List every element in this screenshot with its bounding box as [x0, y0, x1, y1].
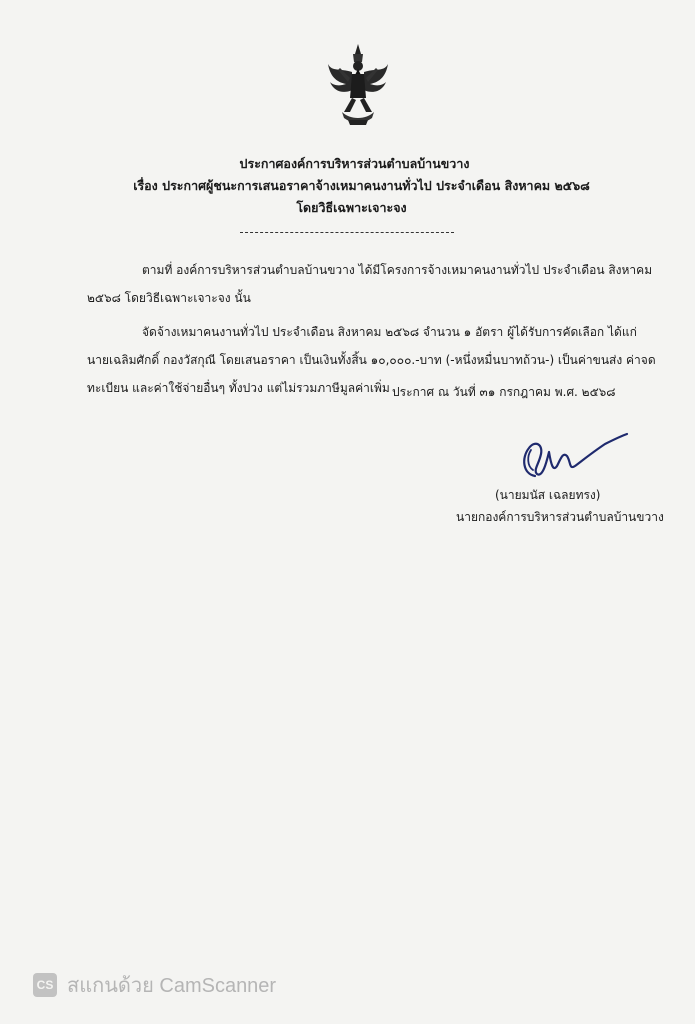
announcement-body	[87, 256, 656, 402]
handwritten-signature	[513, 430, 633, 482]
garuda-emblem-icon	[326, 42, 390, 126]
paragraph-1	[87, 256, 653, 312]
paragraph-1-line-1: ตามที่ องค์การบริหารส่วนตำบลบ้านขวาง ได้มีโครงการจ้างเหมาคนงานทั่วไป ประจำเดือน สิงหาคม	[142, 263, 653, 277]
signatory-position: นายกองค์การบริหารส่วนตำบลบ้านขวาง	[456, 510, 664, 524]
method-title: โดยวิธีเฉพาะเจาะจง	[296, 200, 407, 215]
announcement-header	[0, 153, 695, 219]
signatory-name: (นายมนัส เฉลยทรง)	[495, 488, 601, 502]
paragraph-1-line-2: ๒๕๖๘ โดยวิธีเฉพาะเจาะจง นั้น	[87, 291, 251, 305]
camscanner-label: สแกนด้วย CamScanner	[67, 975, 277, 997]
camscanner-watermark	[33, 970, 276, 1000]
header-divider	[240, 232, 454, 233]
paragraph-2-line-2: นายเฉลิมศักดิ์ กองวัสกุณี โดยเสนอราคา เป็นเงินทั้งสิ้น ๑๐,๐๐๐.-บาท (-หนึ่งหมื่นบาทถ้วน-) เป็นค่าขนส่ง ค่าจด	[87, 353, 656, 367]
paragraph-2-line-3: ทะเบียน และค่าใช้จ่ายอื่นๆ ทั้งปวง แต่ไม่รวมภาษีมูลค่าเพิ่ม	[87, 381, 390, 395]
announcement-date: ประกาศ ณ วันที่ ๓๑ กรกฎาคม พ.ศ. ๒๕๖๘	[392, 385, 616, 399]
paragraph-2-line-1: จัดจ้างเหมาคนงานทั่วไป ประจำเดือน สิงหาคม ๒๕๖๘ จำนวน ๑ อัตรา ผู้ได้รับการคัดเลือก ได้แก่	[142, 325, 637, 339]
subject-title: เรื่อง ประกาศผู้ชนะการเสนอราคาจ้างเหมาคนงานทั่วไป ประจำเดือน สิงหาคม ๒๕๖๘	[133, 178, 590, 193]
organization-title: ประกาศองค์การบริหารส่วนตำบลบ้านขวาง	[239, 156, 470, 171]
camscanner-logo-icon: CS	[33, 973, 57, 997]
